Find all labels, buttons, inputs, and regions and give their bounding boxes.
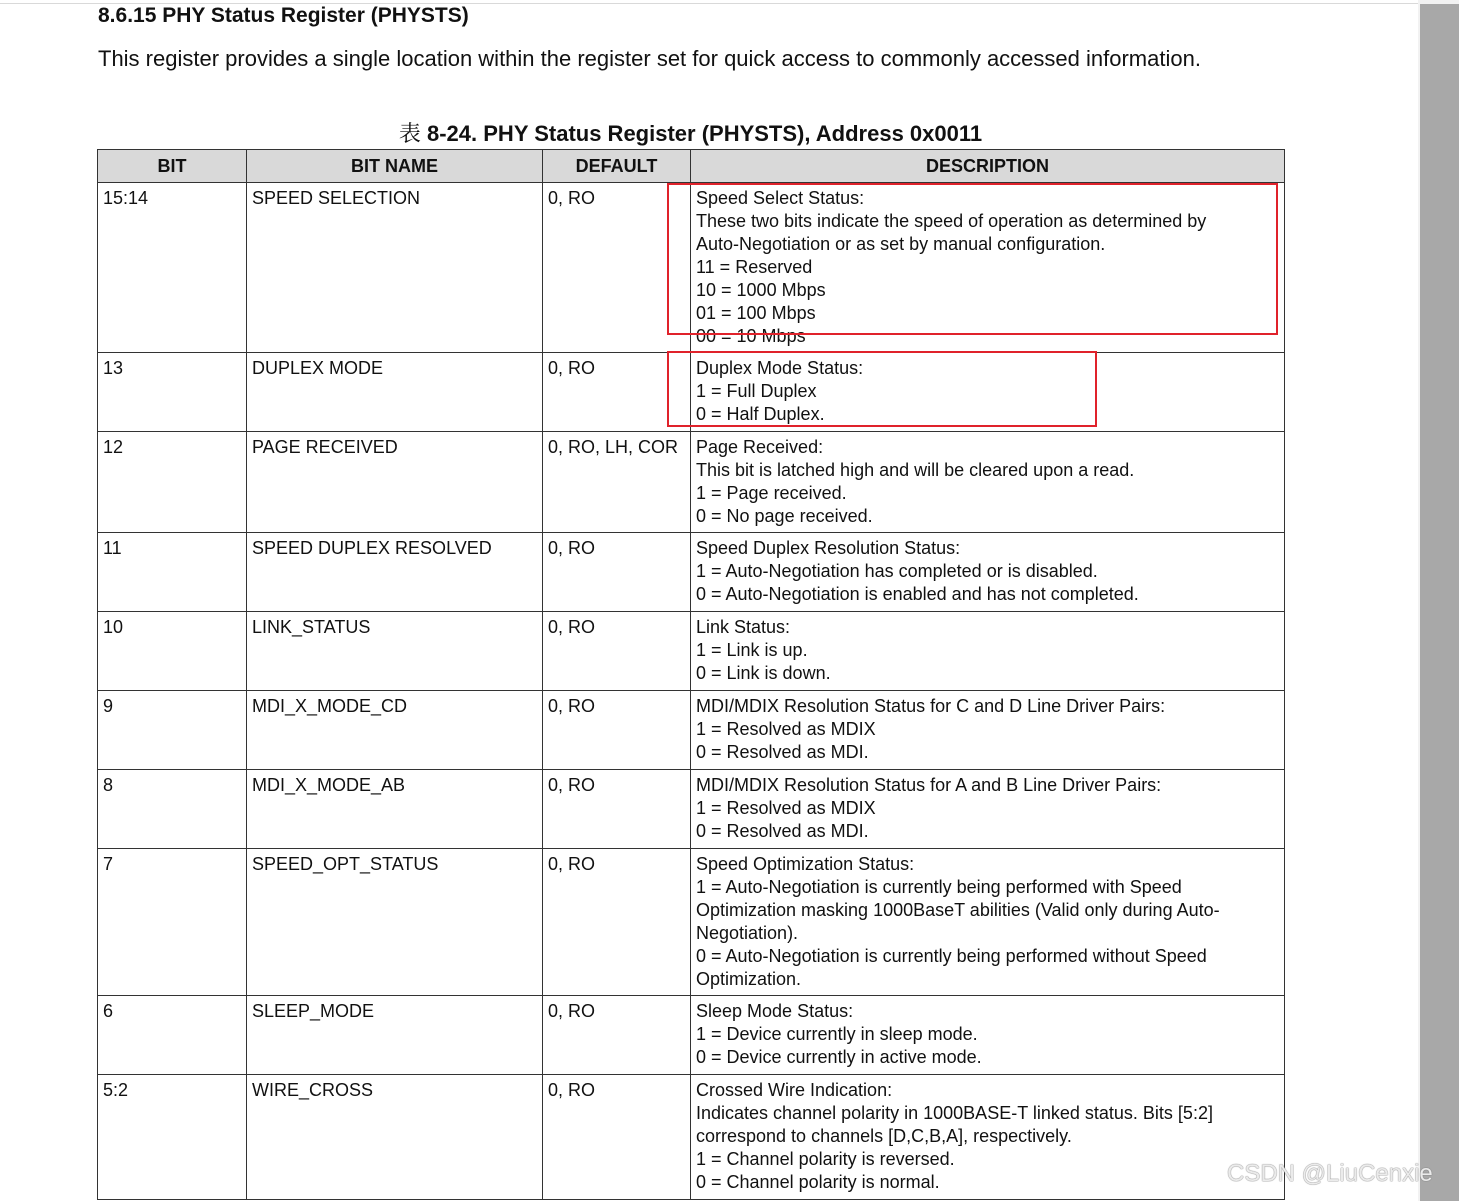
description-cell [691,691,1285,770]
register-table [97,149,1285,1200]
description-line: 1 = Device currently in sleep mode. [696,1024,978,1044]
bit-name-cell: SPEED DUPLEX RESOLVED [247,533,543,612]
table-row [98,432,1285,533]
description-cell [691,849,1285,996]
description-line: 10 = 1000 Mbps [696,280,826,300]
table-row [98,1075,1285,1200]
section-heading: 8.6.15 PHY Status Register (PHYSTS) [98,4,469,27]
description-line: 1 = Channel polarity is reversed. [696,1149,955,1169]
description-cell [691,1075,1285,1200]
bit-name-cell: MDI_X_MODE_CD [247,691,543,770]
description-line: Negotiation). [696,923,799,943]
table-row [98,183,1285,353]
bit-cell: 7 [98,849,247,996]
description-line: This bit is latched high and will be cleared upon a read. [696,460,1135,480]
bit-name-cell: SLEEP_MODE [247,996,543,1075]
caption-text: 8-24. PHY Status Register (PHYSTS), Address 0x0011 [427,121,983,146]
description-line: Optimization masking 1000BaseT abilities (Valid only during Auto- [696,900,1220,920]
description-line: 0 = Half Duplex. [696,404,825,424]
header-bit: BIT [98,150,247,183]
description-line: Page Received: [696,437,824,457]
watermark: CSDN @LiuCenxie [1227,1160,1433,1187]
description-line: 0 = No page received. [696,506,873,526]
default-cell: 0, RO [543,612,691,691]
bit-cell: 10 [98,612,247,691]
header-default: DEFAULT [543,150,691,183]
description-line: 0 = Resolved as MDI. [696,742,869,762]
description-line: Speed Duplex Resolution Status: [696,538,961,558]
bit-cell: 6 [98,996,247,1075]
description-cell [691,996,1285,1075]
intro-paragraph: This register provides a single location within the register set for quick access to commonly accessed information. [98,46,1201,71]
description-line: These two bits indicate the speed of operation as determined by [696,211,1207,231]
bit-cell: 9 [98,691,247,770]
caption-prefix: 表 [398,122,421,147]
description-cell [691,183,1285,353]
default-cell: 0, RO, LH, COR [543,432,691,533]
table-row [98,849,1285,996]
description-line: Crossed Wire Indication: [696,1080,893,1100]
table-row [98,612,1285,691]
default-cell: 0, RO [543,353,691,432]
description-line: 1 = Full Duplex [696,381,817,401]
description-line: 0 = Resolved as MDI. [696,821,869,841]
header-description: DESCRIPTION [691,150,1285,183]
description-line: 1 = Resolved as MDIX [696,798,876,818]
table-row [98,770,1285,849]
description-line: correspond to channels [D,C,B,A], respectively. [696,1126,1072,1146]
table-header-row [98,150,1285,183]
description-line: 0 = Auto-Negotiation is enabled and has not completed. [696,584,1139,604]
bit-name-cell: PAGE RECEIVED [247,432,543,533]
description-cell [691,612,1285,691]
description-line: 1 = Resolved as MDIX [696,719,876,739]
description-line: 1 = Auto-Negotiation is currently being performed with Speed [696,877,1182,897]
description-line: Link Status: [696,617,791,637]
description-line: Duplex Mode Status: [696,358,864,378]
description-line: MDI/MDIX Resolution Status for C and D Line Driver Pairs: [696,696,1166,716]
description-line: 1 = Page received. [696,483,847,503]
bit-cell: 11 [98,533,247,612]
bit-cell: 13 [98,353,247,432]
table-row [98,691,1285,770]
bit-name-cell: SPEED_OPT_STATUS [247,849,543,996]
description-line: Optimization. [696,969,802,989]
description-cell [691,432,1285,533]
description-cell [691,533,1285,612]
table-row [98,353,1285,432]
description-line: Sleep Mode Status: [696,1001,854,1021]
description-line: Speed Select Status: [696,188,865,208]
description-line: Indicates channel polarity in 1000BASE-T linked status. Bits [5:2] [696,1103,1213,1123]
description-line: Auto-Negotiation or as set by manual configuration. [696,234,1106,254]
bit-name-cell: WIRE_CROSS [247,1075,543,1200]
description-line: 1 = Auto-Negotiation has completed or is disabled. [696,561,1098,581]
default-cell: 0, RO [543,1075,691,1200]
description-line: 1 = Link is up. [696,640,808,660]
scrollbar-thumb[interactable] [1420,4,1459,1201]
description-line: MDI/MDIX Resolution Status for A and B Line Driver Pairs: [696,775,1162,795]
bit-cell: 12 [98,432,247,533]
default-cell: 0, RO [543,770,691,849]
description-line: 11 = Reserved [696,257,813,277]
bit-name-cell: DUPLEX MODE [247,353,543,432]
bit-cell: 8 [98,770,247,849]
table-caption [97,117,1284,148]
description-line: Speed Optimization Status: [696,854,915,874]
description-line: 00 = 10 Mbps [696,326,806,346]
header-bit-name: BIT NAME [247,150,543,183]
bit-name-cell: SPEED SELECTION [247,183,543,353]
default-cell: 0, RO [543,691,691,770]
bit-name-cell: MDI_X_MODE_AB [247,770,543,849]
bit-cell: 15:14 [98,183,247,353]
default-cell: 0, RO [543,849,691,996]
description-cell [691,353,1285,432]
default-cell: 0, RO [543,996,691,1075]
description-line: 0 = Link is down. [696,663,831,683]
description-line: 01 = 100 Mbps [696,303,816,323]
description-line: 0 = Channel polarity is normal. [696,1172,940,1192]
description-line: 0 = Device currently in active mode. [696,1047,982,1067]
default-cell: 0, RO [543,533,691,612]
description-cell [691,770,1285,849]
bit-cell: 5:2 [98,1075,247,1200]
default-cell: 0, RO [543,183,691,353]
table-row [98,996,1285,1075]
bit-name-cell: LINK_STATUS [247,612,543,691]
table-row [98,533,1285,612]
description-line: 0 = Auto-Negotiation is currently being performed without Speed [696,946,1207,966]
